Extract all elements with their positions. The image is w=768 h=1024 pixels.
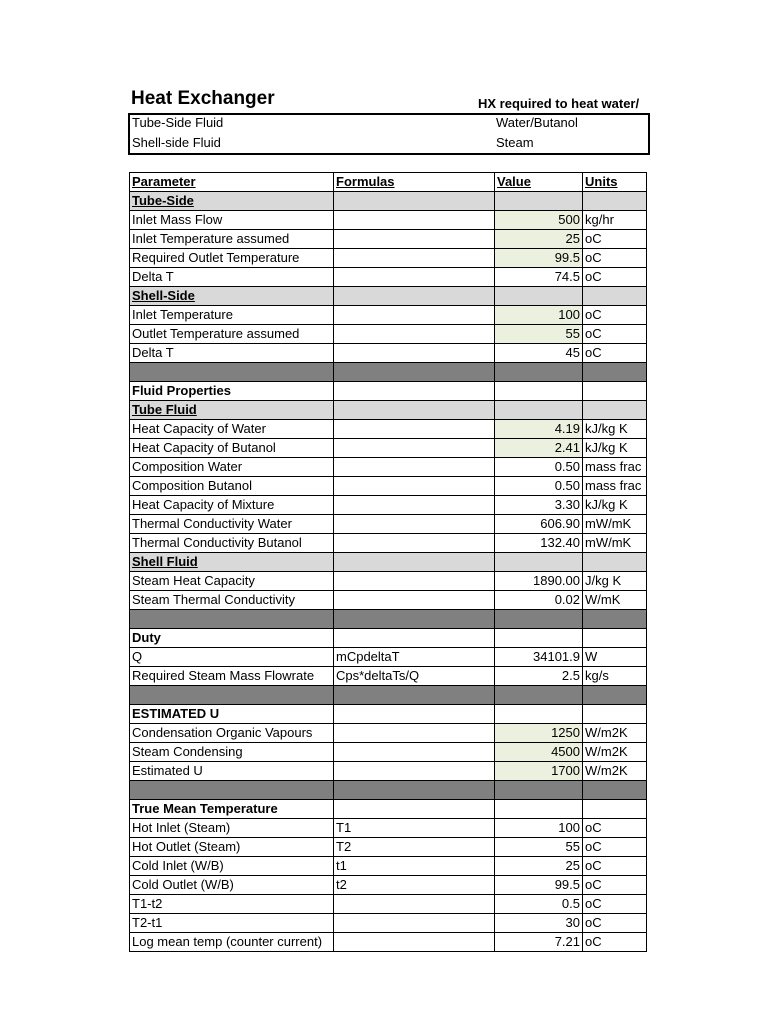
formula-cell[interactable] <box>334 705 495 724</box>
value-cell[interactable]: 0.50 <box>495 477 583 496</box>
table-row <box>130 591 647 610</box>
parameter-cell[interactable]: Delta T <box>130 344 334 363</box>
value-cell[interactable]: 4.19 <box>495 420 583 439</box>
parameter-cell[interactable]: Required Outlet Temperature <box>130 249 334 268</box>
table-row <box>130 838 647 857</box>
formula-cell[interactable] <box>334 933 495 952</box>
value-cell[interactable]: 25 <box>495 230 583 249</box>
tube-side-fluid-label: Tube-Side Fluid <box>132 115 224 130</box>
value-cell[interactable] <box>495 192 583 211</box>
value-cell[interactable] <box>495 781 583 800</box>
unit-cell[interactable]: oC <box>583 268 647 287</box>
unit-cell[interactable]: oC <box>583 914 647 933</box>
table-row <box>130 325 647 344</box>
value-cell[interactable] <box>495 363 583 382</box>
unit-cell[interactable] <box>583 192 647 211</box>
value-cell[interactable] <box>495 629 583 648</box>
formula-cell[interactable] <box>334 591 495 610</box>
unit-cell[interactable]: W <box>583 648 647 667</box>
unit-cell[interactable]: kg/s <box>583 667 647 686</box>
table-row <box>130 477 647 496</box>
unit-cell[interactable]: oC <box>583 876 647 895</box>
group-title-row <box>130 800 647 819</box>
formula-cell[interactable] <box>334 401 495 420</box>
formula-cell[interactable] <box>334 287 495 306</box>
shell-side-fluid-label: Shell-side Fluid <box>132 135 221 150</box>
unit-cell[interactable] <box>583 800 647 819</box>
value-cell[interactable]: 3.30 <box>495 496 583 515</box>
formula-cell[interactable] <box>334 192 495 211</box>
unit-cell[interactable]: mW/mK <box>583 515 647 534</box>
table-row <box>130 534 647 553</box>
parameter-cell[interactable] <box>130 363 334 382</box>
parameter-cell[interactable]: Shell Fluid <box>130 553 334 572</box>
value-cell[interactable] <box>495 705 583 724</box>
parameter-cell[interactable]: T2-t1 <box>130 914 334 933</box>
value-cell[interactable]: 74.5 <box>495 268 583 287</box>
formula-cell[interactable]: t2 <box>334 876 495 895</box>
table-row <box>130 515 647 534</box>
table-row <box>130 268 647 287</box>
parameter-cell[interactable]: Steam Condensing <box>130 743 334 762</box>
formula-cell[interactable] <box>334 211 495 230</box>
value-cell[interactable] <box>495 686 583 705</box>
parameter-cell[interactable]: Steam Heat Capacity <box>130 572 334 591</box>
formula-cell[interactable] <box>334 743 495 762</box>
formula-cell[interactable] <box>334 306 495 325</box>
parameter-cell[interactable]: Inlet Temperature <box>130 306 334 325</box>
unit-cell[interactable]: kJ/kg K <box>583 420 647 439</box>
formula-cell[interactable] <box>334 249 495 268</box>
formula-cell[interactable] <box>334 230 495 249</box>
shell-side-fluid-value: Steam <box>496 135 534 150</box>
unit-cell[interactable] <box>583 287 647 306</box>
table-header-row <box>130 173 647 192</box>
value-cell[interactable]: 99.5 <box>495 876 583 895</box>
unit-cell[interactable] <box>583 781 647 800</box>
table-row <box>130 572 647 591</box>
parameter-cell[interactable]: Condensation Organic Vapours <box>130 724 334 743</box>
separator-row <box>130 686 647 705</box>
table-row <box>130 211 647 230</box>
section-header-row <box>130 287 647 306</box>
unit-cell[interactable]: oC <box>583 895 647 914</box>
table-row <box>130 762 647 781</box>
parameter-cell[interactable] <box>130 610 334 629</box>
value-cell[interactable]: 55 <box>495 838 583 857</box>
tube-side-fluid-value: Water/Butanol <box>496 115 578 130</box>
parameter-cell[interactable]: Thermal Conductivity Water <box>130 515 334 534</box>
parameter-cell[interactable] <box>130 781 334 800</box>
value-cell[interactable]: 99.5 <box>495 249 583 268</box>
formula-cell[interactable] <box>334 610 495 629</box>
parameter-table <box>129 172 647 952</box>
group-title-row <box>130 382 647 401</box>
formula-cell[interactable]: t1 <box>334 857 495 876</box>
column-header-value: Value <box>495 173 583 192</box>
table-row <box>130 876 647 895</box>
table-row <box>130 306 647 325</box>
value-cell[interactable] <box>495 800 583 819</box>
value-cell[interactable]: 45 <box>495 344 583 363</box>
value-cell[interactable]: 606.90 <box>495 515 583 534</box>
parameter-cell[interactable]: Outlet Temperature assumed <box>130 325 334 344</box>
parameter-cell[interactable]: Composition Water <box>130 458 334 477</box>
value-cell[interactable]: 4500 <box>495 743 583 762</box>
page-title: Heat Exchanger <box>131 88 275 109</box>
unit-cell[interactable]: kg/hr <box>583 211 647 230</box>
unit-cell[interactable]: oC <box>583 230 647 249</box>
table-row <box>130 743 647 762</box>
parameter-cell[interactable]: Log mean temp (counter current) <box>130 933 334 952</box>
table-row <box>130 914 647 933</box>
parameter-cell[interactable]: Tube Fluid <box>130 401 334 420</box>
formula-cell[interactable]: T2 <box>334 838 495 857</box>
section-header-row <box>130 192 647 211</box>
parameter-cell[interactable]: Fluid Properties <box>130 382 334 401</box>
table-row <box>130 458 647 477</box>
formula-cell[interactable] <box>334 914 495 933</box>
formula-cell[interactable]: Cps*deltaTs/Q <box>334 667 495 686</box>
section-header-row <box>130 553 647 572</box>
group-title-row <box>130 705 647 724</box>
value-cell[interactable]: 100 <box>495 306 583 325</box>
unit-cell[interactable]: oC <box>583 306 647 325</box>
group-title-row <box>130 629 647 648</box>
unit-cell[interactable]: kJ/kg K <box>583 439 647 458</box>
value-cell[interactable]: 500 <box>495 211 583 230</box>
unit-cell[interactable]: mass frac <box>583 477 647 496</box>
table-row <box>130 895 647 914</box>
unit-cell[interactable] <box>583 686 647 705</box>
unit-cell[interactable]: W/mK <box>583 591 647 610</box>
table-row <box>130 667 647 686</box>
unit-cell[interactable] <box>583 382 647 401</box>
separator-row <box>130 781 647 800</box>
value-cell[interactable]: 1890.00 <box>495 572 583 591</box>
unit-cell[interactable]: W/m2K <box>583 743 647 762</box>
parameter-cell[interactable]: Cold Outlet (W/B) <box>130 876 334 895</box>
table-row <box>130 439 647 458</box>
formula-cell[interactable] <box>334 553 495 572</box>
formula-cell[interactable]: mCpdeltaT <box>334 648 495 667</box>
separator-row <box>130 363 647 382</box>
unit-cell[interactable] <box>583 705 647 724</box>
parameter-cell[interactable]: Tube-Side <box>130 192 334 211</box>
unit-cell[interactable]: oC <box>583 344 647 363</box>
table-row <box>130 648 647 667</box>
value-cell[interactable] <box>495 610 583 629</box>
parameter-cell[interactable]: Shell-Side <box>130 287 334 306</box>
parameter-cell[interactable]: Hot Outlet (Steam) <box>130 838 334 857</box>
unit-cell[interactable] <box>583 401 647 420</box>
formula-cell[interactable] <box>334 268 495 287</box>
formula-cell[interactable]: T1 <box>334 819 495 838</box>
unit-cell[interactable]: oC <box>583 325 647 344</box>
parameter-cell[interactable]: Inlet Mass Flow <box>130 211 334 230</box>
unit-cell[interactable]: W/m2K <box>583 762 647 781</box>
value-cell[interactable]: 100 <box>495 819 583 838</box>
separator-row <box>130 610 647 629</box>
value-cell[interactable]: 132.40 <box>495 534 583 553</box>
unit-cell[interactable]: W/m2K <box>583 724 647 743</box>
value-cell[interactable]: 30 <box>495 914 583 933</box>
table-row <box>130 496 647 515</box>
parameter-cell[interactable]: T1-t2 <box>130 895 334 914</box>
parameter-cell[interactable]: Estimated U <box>130 762 334 781</box>
value-cell[interactable] <box>495 401 583 420</box>
unit-cell[interactable]: oC <box>583 819 647 838</box>
unit-cell[interactable]: mW/mK <box>583 534 647 553</box>
value-cell[interactable]: 34101.9 <box>495 648 583 667</box>
parameter-cell[interactable]: Inlet Temperature assumed <box>130 230 334 249</box>
table-row <box>130 249 647 268</box>
unit-cell[interactable] <box>583 553 647 572</box>
unit-cell[interactable]: kJ/kg K <box>583 496 647 515</box>
fluid-summary-box <box>128 113 650 155</box>
formula-cell[interactable] <box>334 477 495 496</box>
formula-cell[interactable] <box>334 439 495 458</box>
formula-cell[interactable] <box>334 800 495 819</box>
parameter-cell[interactable]: Duty <box>130 629 334 648</box>
table-row <box>130 819 647 838</box>
formula-cell[interactable] <box>334 572 495 591</box>
value-cell[interactable]: 0.02 <box>495 591 583 610</box>
unit-cell[interactable]: oC <box>583 933 647 952</box>
formula-cell[interactable] <box>334 895 495 914</box>
parameter-cell[interactable]: Heat Capacity of Mixture <box>130 496 334 515</box>
value-cell[interactable]: 1250 <box>495 724 583 743</box>
formula-cell[interactable] <box>334 629 495 648</box>
table-row <box>130 857 647 876</box>
value-cell[interactable]: 0.5 <box>495 895 583 914</box>
table-row <box>130 420 647 439</box>
table-row <box>130 933 647 952</box>
unit-cell[interactable]: mass frac <box>583 458 647 477</box>
formula-cell[interactable] <box>334 724 495 743</box>
parameter-cell[interactable]: Cold Inlet (W/B) <box>130 857 334 876</box>
value-cell[interactable] <box>495 553 583 572</box>
formula-cell[interactable] <box>334 496 495 515</box>
parameter-cell[interactable]: Heat Capacity of Butanol <box>130 439 334 458</box>
formula-cell[interactable] <box>334 686 495 705</box>
formula-cell[interactable] <box>334 762 495 781</box>
unit-cell[interactable]: oC <box>583 249 647 268</box>
parameter-cell[interactable]: ESTIMATED U <box>130 705 334 724</box>
formula-cell[interactable] <box>334 344 495 363</box>
table-row <box>130 724 647 743</box>
column-header-units: Units <box>583 173 647 192</box>
unit-cell[interactable]: oC <box>583 857 647 876</box>
formula-cell[interactable] <box>334 420 495 439</box>
value-cell[interactable]: 1700 <box>495 762 583 781</box>
unit-cell[interactable]: oC <box>583 838 647 857</box>
parameter-cell[interactable]: Hot Inlet (Steam) <box>130 819 334 838</box>
formula-cell[interactable] <box>334 325 495 344</box>
parameter-cell[interactable]: Thermal Conductivity Butanol <box>130 534 334 553</box>
parameter-cell[interactable]: Delta T <box>130 268 334 287</box>
unit-cell[interactable] <box>583 363 647 382</box>
parameter-cell[interactable]: Required Steam Mass Flowrate <box>130 667 334 686</box>
parameter-cell[interactable] <box>130 686 334 705</box>
table-row <box>130 230 647 249</box>
parameter-cell[interactable]: Q <box>130 648 334 667</box>
parameter-cell[interactable]: True Mean Temperature <box>130 800 334 819</box>
value-cell[interactable] <box>495 287 583 306</box>
value-cell[interactable]: 2.41 <box>495 439 583 458</box>
formula-cell[interactable] <box>334 458 495 477</box>
formula-cell[interactable] <box>334 363 495 382</box>
formula-cell[interactable] <box>334 515 495 534</box>
table-row <box>130 344 647 363</box>
formula-cell[interactable] <box>334 534 495 553</box>
parameter-cell[interactable]: Steam Thermal Conductivity <box>130 591 334 610</box>
value-cell[interactable] <box>495 382 583 401</box>
column-header-formulas: Formulas <box>334 173 495 192</box>
parameter-cell[interactable]: Composition Butanol <box>130 477 334 496</box>
formula-cell[interactable] <box>334 781 495 800</box>
value-cell[interactable]: 7.21 <box>495 933 583 952</box>
value-cell[interactable]: 0.50 <box>495 458 583 477</box>
section-header-row <box>130 401 647 420</box>
unit-cell[interactable] <box>583 610 647 629</box>
value-cell[interactable]: 55 <box>495 325 583 344</box>
formula-cell[interactable] <box>334 382 495 401</box>
table-body <box>130 192 647 952</box>
unit-cell[interactable]: J/kg K <box>583 572 647 591</box>
column-header-parameter: Parameter <box>130 173 334 192</box>
page-subtitle: HX required to heat water/ <box>478 96 640 111</box>
unit-cell[interactable] <box>583 629 647 648</box>
value-cell[interactable]: 25 <box>495 857 583 876</box>
value-cell[interactable]: 2.5 <box>495 667 583 686</box>
parameter-cell[interactable]: Heat Capacity of Water <box>130 420 334 439</box>
